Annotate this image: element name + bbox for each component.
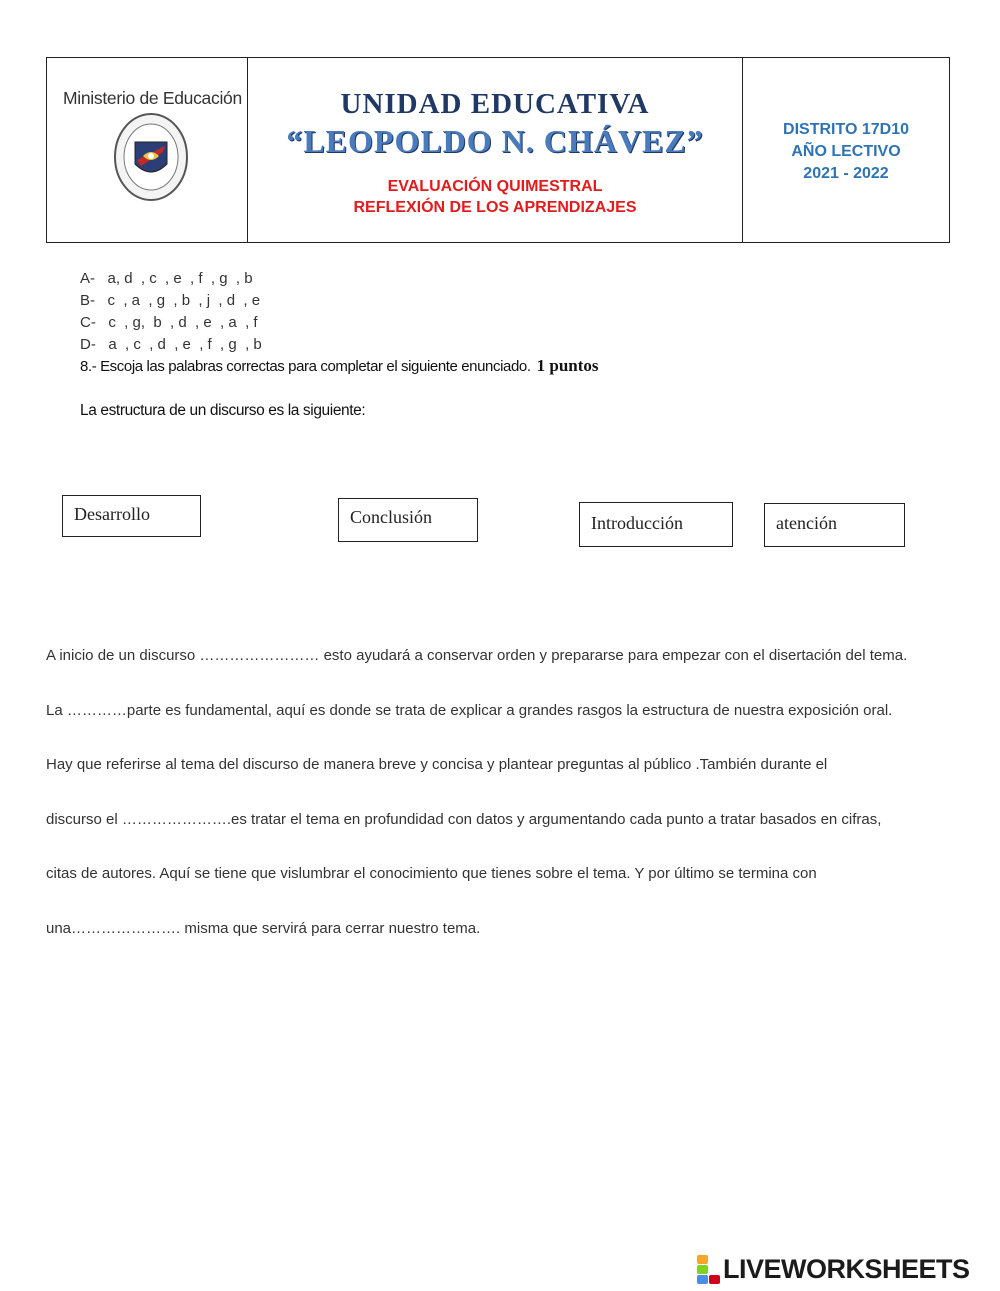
option-text: a , c , d , e , f , g , b xyxy=(108,336,262,353)
school-name-line1: UNIDAD EDUCATIVA xyxy=(340,88,650,120)
paragraph-line: discurso el ………………….es tratar el tema en profundidad con datos y argumentando cada punto a tratar basados en cifras, xyxy=(46,810,882,828)
word-box-atencion[interactable]: atención xyxy=(764,503,905,547)
option-label: B- xyxy=(80,292,95,309)
school-year-label: AÑO LECTIVO xyxy=(791,143,901,160)
paragraph-line: Hay que referirse al tema del discurso de manera breve y concisa y plantear preguntas al público .También durante el xyxy=(46,756,828,773)
option-text: c , a , g , b , j , d , e xyxy=(107,292,261,309)
document-header xyxy=(46,57,950,243)
option-label: C- xyxy=(80,314,96,331)
header-logo-cell xyxy=(47,58,248,242)
answer-options xyxy=(80,268,262,356)
paragraph-line: A inicio de un discurso …………………… esto ayudará a conservar orden y prepararse para empezar con el disertación del tema. xyxy=(46,647,908,664)
word-box-introduccion[interactable]: Introducción xyxy=(579,502,733,547)
school-seal-icon xyxy=(113,112,189,202)
option-b xyxy=(80,290,262,312)
evaluation-title xyxy=(248,176,742,218)
option-c xyxy=(80,312,262,334)
question-points: 1 puntos xyxy=(536,356,599,375)
question-text: 8.- Escoja las palabras correctas para completar el siguiente enunciado. xyxy=(80,358,531,375)
district-info xyxy=(743,119,949,185)
option-d xyxy=(80,334,262,356)
evaluation-label: EVALUACIÓN QUIMESTRAL xyxy=(387,178,603,195)
paragraph-line: La …………parte es fundamental, aquí es donde se trata de explicar a grandes rasgos la estructura de nuestra exposición oral. xyxy=(46,701,893,719)
liveworksheets-blocks-icon xyxy=(697,1255,721,1285)
paragraph-line: citas de autores. Aquí se tiene que vislumbrar el conocimiento que tienes sobre el tema. Y por último se termina con xyxy=(46,865,817,882)
option-label: A- xyxy=(80,270,95,287)
question-8 xyxy=(80,356,599,376)
option-text: c , g, b , d , e , a , f xyxy=(108,314,258,331)
header-title-cell xyxy=(248,58,743,242)
question-prompt: La estructura de un discurso es la siguiente: xyxy=(80,402,366,419)
header-district-cell xyxy=(743,58,949,242)
district-label: DISTRITO 17D10 xyxy=(783,121,909,138)
liveworksheets-wordmark: LIVEWORKSHEETS xyxy=(723,1254,970,1284)
fill-in-paragraph xyxy=(46,629,966,956)
paragraph-line: una…………………. misma que servirá para cerrar nuestro tema. xyxy=(46,919,481,937)
option-text: a, d , c , e , f , g , b xyxy=(107,270,253,287)
school-years: 2021 - 2022 xyxy=(803,165,889,182)
school-name-line2: “LEOPOLDO N. CHÁVEZ” xyxy=(286,123,704,159)
reflection-label: REFLEXIÓN DE LOS APRENDIZAJES xyxy=(353,199,637,216)
word-box-desarrollo[interactable]: Desarrollo xyxy=(62,495,201,537)
option-a xyxy=(80,268,262,290)
liveworksheets-logo xyxy=(697,1254,970,1285)
word-box-conclusion[interactable]: Conclusión xyxy=(338,498,478,542)
ministry-label: Ministerio de Educación xyxy=(63,88,242,108)
option-label: D- xyxy=(80,336,96,353)
